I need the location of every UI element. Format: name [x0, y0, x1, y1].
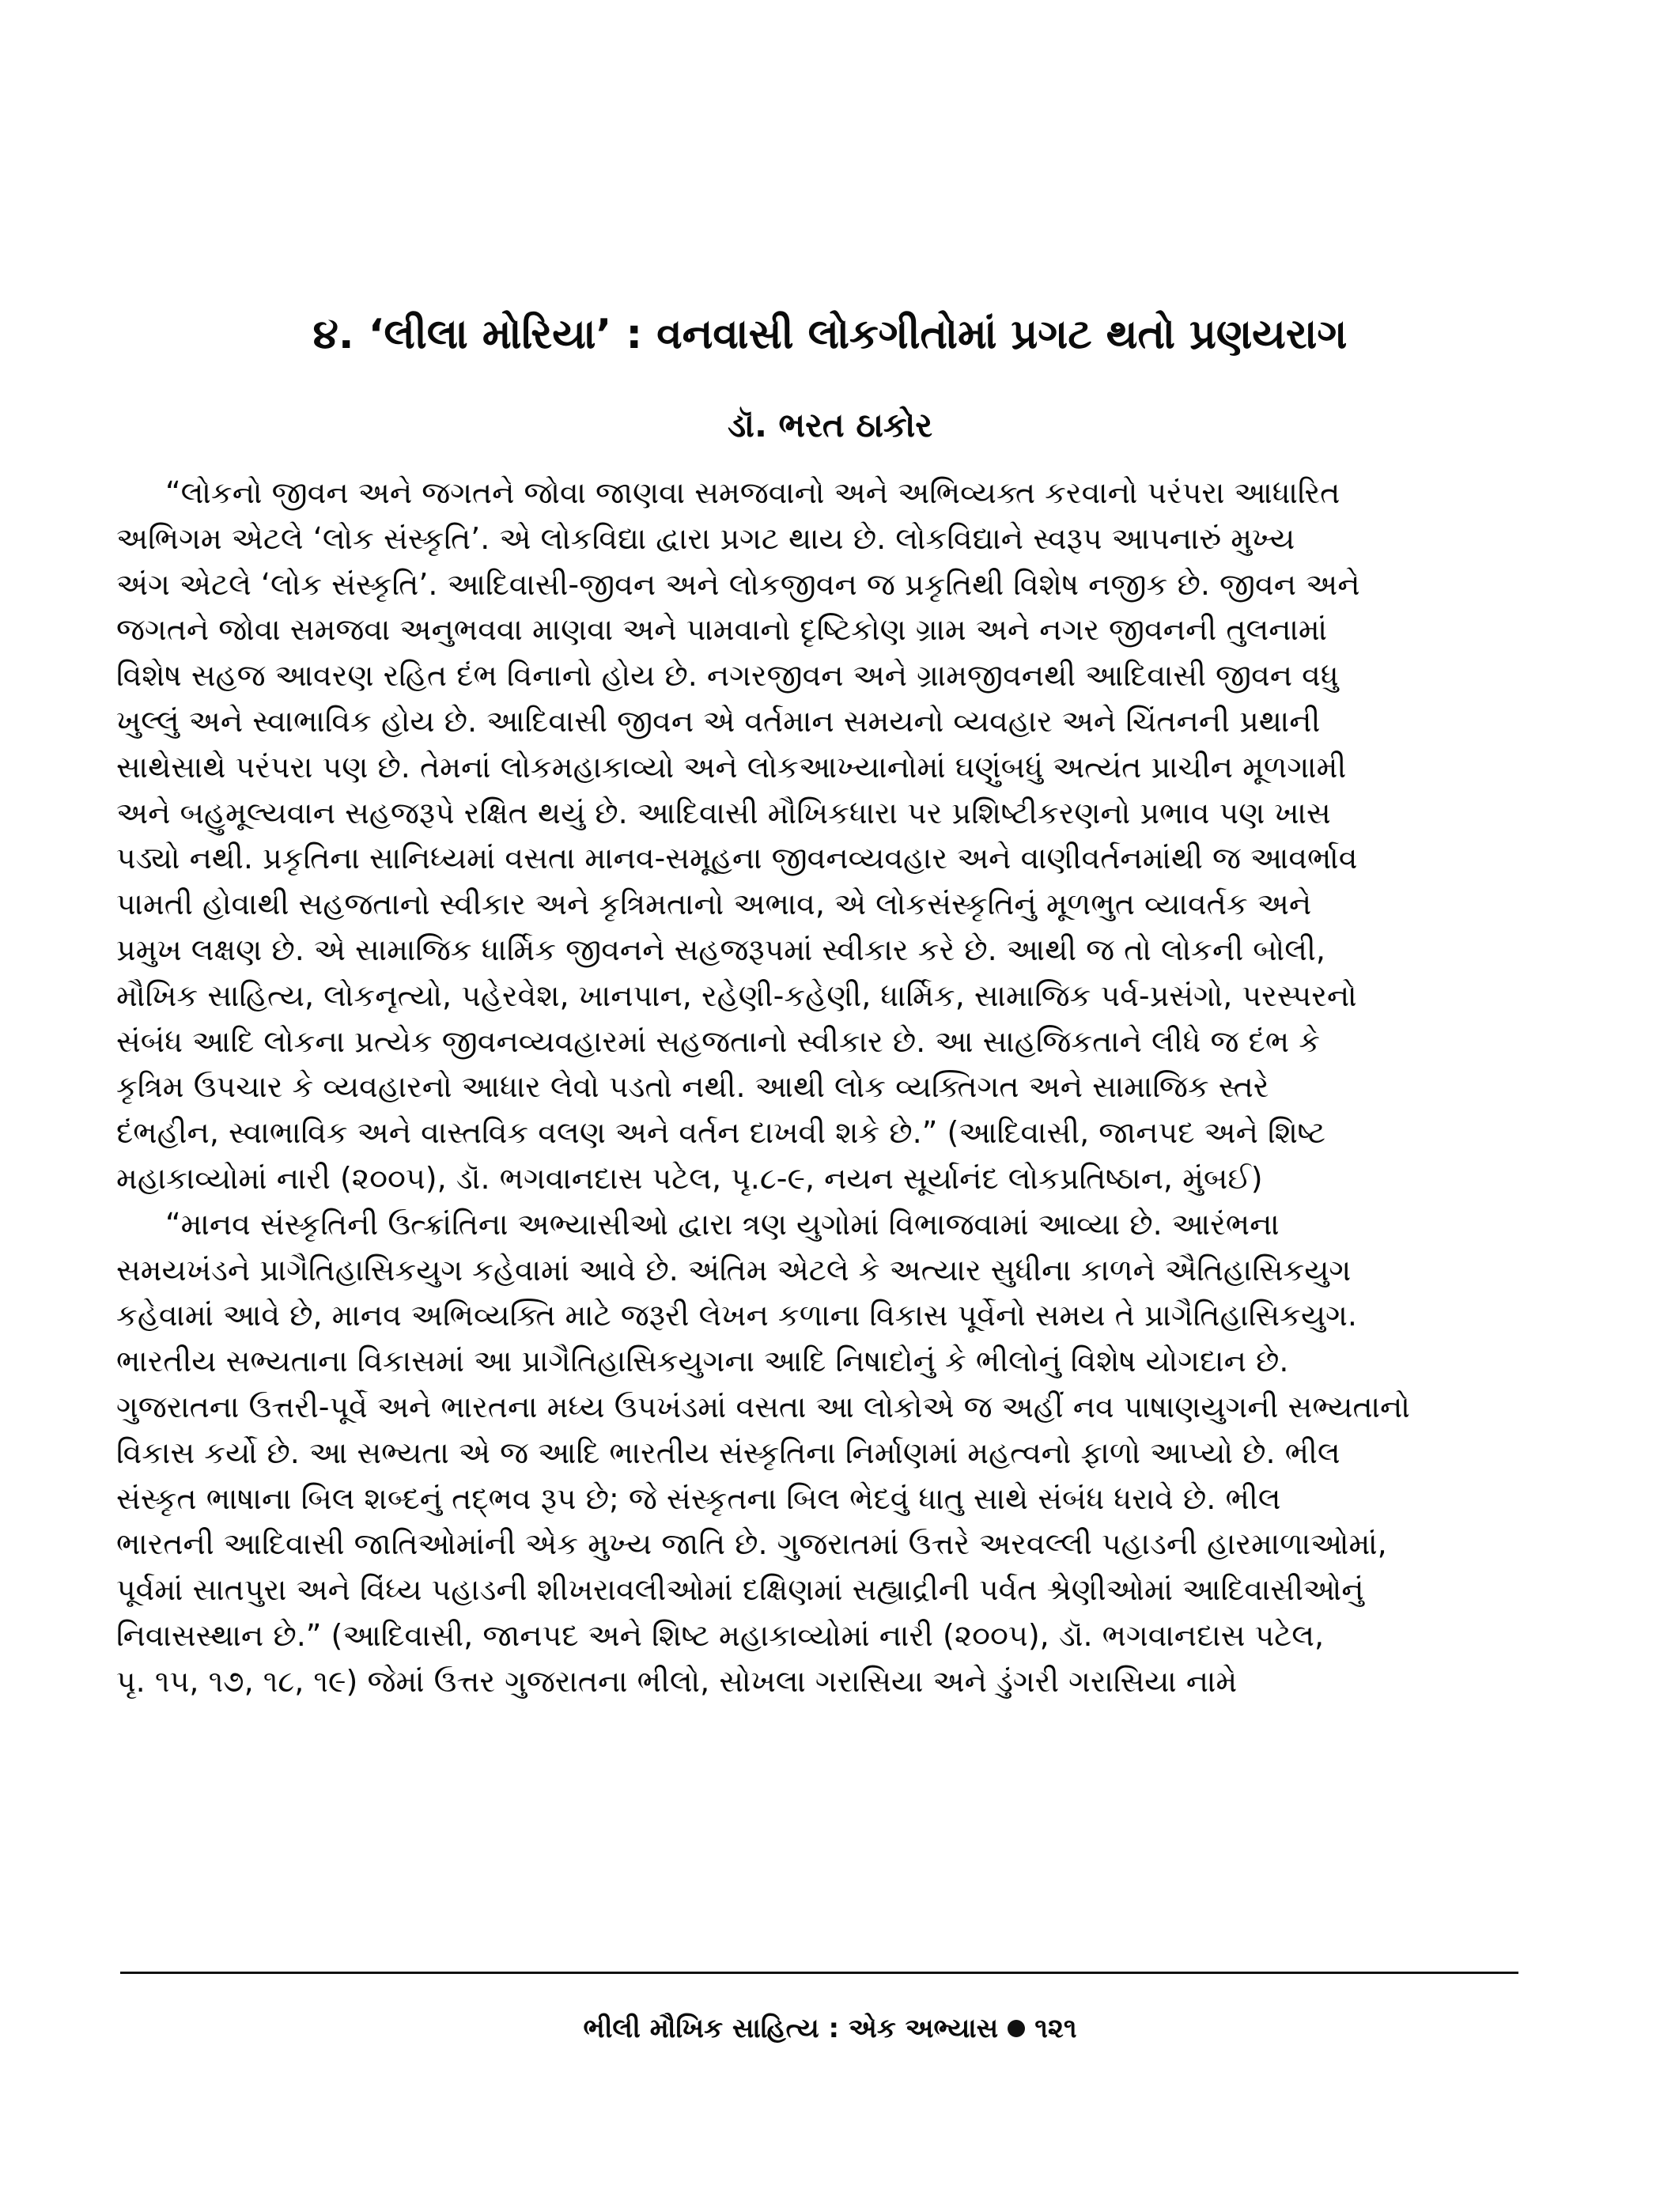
body-line: સાથેસાથે પરંપરા પણ છે. તેમનાં લોકમહાકાવ્યો અને લોકઆખ્યાનોમાં ઘણુંબધું અત્યંત પ્રાચીન મૂળગામી	[116, 749, 1347, 785]
body-line: અભિગમ એટલે ‘લોક સંસ્કૃતિ’. એ લોકવિદ્યા દ્વારા પ્રગટ થાય છે. લોકવિદ્યાને સ્વરૂપ આપનારું મુખ્ય	[116, 520, 1295, 556]
body-line: પૃ. ૧૫, ૧૭, ૧૮, ૧૯) જેમાં ઉત્તર ગુજરાતના ભીલો, સોખલા ગરાસિયા અને ડુંગરી ગરાસિયા નામે	[116, 1663, 1238, 1699]
body-line: પામતી હોવાથી સહજતાનો સ્વીકાર અને કૃત્રિમતાનો અભાવ, એ લોકસંસ્કૃતિનું મૂળભુત વ્યાવર્તક અને	[116, 887, 1312, 922]
article-body	[116, 471, 1514, 1705]
body-line: નિવાસસ્થાન છે.” (આદિવાસી, જાનપદ અને શિષ્ટ મહાકાવ્યોમાં નારી (૨૦૦૫), ડૉ. ભગવાનદાસ પટેલ,	[116, 1617, 1325, 1653]
body-line: વિશેષ સહજ આવરણ રહિત દંભ વિનાનો હોય છે. નગરજીવન અને ગ્રામજીવનથી આદિવાસી જીવન વધુ	[116, 658, 1339, 694]
page-number: ૧૨૧	[1034, 2013, 1077, 2044]
body-line: ખુલ્લું અને સ્વાભાવિક હોય છે. આદિવાસી જીવન એ વર્તમાન સમયનો વ્યવહાર અને ચિંતનની પ્રથાની	[116, 703, 1321, 739]
body-line: “માનવ સંસ્કૃતિની ઉત્ક્રાંતિના અભ્યાસીઓ દ્વારા ત્રણ યુગોમાં વિભાજવામાં આવ્યા છે. આરંભના	[165, 1206, 1280, 1242]
running-footer	[119, 2009, 1541, 2048]
body-line: કૃત્રિમ ઉપચાર કે વ્યવહારનો આધાર લેવો પડતો નથી. આથી લોક વ્યક્તિગત અને સામાજિક સ્તરે	[116, 1069, 1269, 1105]
body-line: સમયખંડને પ્રાગૈતિહાસિકયુગ કહેવામાં આવે છે. અંતિમ એટલે કે અત્યાર સુધીના કાળને ઐતિહાસિકયુગ	[116, 1252, 1352, 1287]
body-line: મહાકાવ્યોમાં નારી (૨૦૦૫), ડૉ. ભગવાનદાસ પટેલ, પૃ.૮-૯, નયન સૂર્યાનંદ લોકપ્રતિષ્ઠાન, મુંબઈ)	[116, 1160, 1263, 1196]
body-line: અને બહુમૂલ્યવાન સહજરૂપે રક્ષિત થયું છે. આદિવાસી મૌખિકધારા પર પ્રશિષ્ટીકરણનો પ્રભાવ પણ ખાસ	[116, 795, 1331, 830]
body-line: કહેવામાં આવે છે, માનવ અભિવ્યક્તિ માટે જરૂરી લેખન કળાના વિકાસ પૂર્વેનો સમય તે પ્રાગૈતિહાસિકયુગ.	[116, 1298, 1357, 1333]
body-line: જગતને જોવા સમજવા અનુભવવા માણવા અને પામવાનો દૃષ્ટિકોણ ગ્રામ અને નગર જીવનની તુલનામાં	[116, 612, 1328, 648]
body-line: દંભહીન, સ્વાભાવિક અને વાસ્તવિક વલણ અને વર્તન દાખવી શકે છે.” (આદિવાસી, જાનપદ અને શિષ્ટ	[116, 1115, 1325, 1151]
body-line: પ્રમુખ લક્ષણ છે. એ સામાજિક ધાર્મિક જીવનને સહજરૂપમાં સ્વીકાર કરે છે. આથી જ તો લોકની બોલી,	[116, 932, 1325, 967]
bullet-icon	[1008, 2020, 1025, 2037]
footer-book-title: ભીલી મૌખિક સાહિત્ય : એક અભ્યાસ	[583, 2013, 999, 2044]
body-line: સંસ્કૃત ભાષાના બિલ શબ્દનું તદ્ભવ રૂપ છે; જે સંસ્કૃતના બિલ ભેદવું ધાતુ સાથે સંબંધ ધરાવે છે. ભીલ	[116, 1480, 1281, 1516]
body-line: “લોકનો જીવન અને જગતને જોવા જાણવા સમજવાનો અને અભિવ્યક્ત કરવાનો પરંપરા આધારિત	[165, 475, 1340, 510]
body-line: પૂર્વમાં સાતપુરા અને વિંધ્ય પહાડની શીખરાવલીઓમાં દક્ષિણમાં સહ્યાદ્રીની પર્વત શ્રેણીઓમાં આદિવાસીઓનું	[116, 1572, 1364, 1608]
body-line: ભારતીય સભ્યતાના વિકાસમાં આ પ્રાગૈતિહાસિકયુગના આદિ નિષાદોનું કે ભીલોનું વિશેષ યોગદાન છે.	[116, 1344, 1289, 1379]
body-line: ભારતની આદિવાસી જાતિઓમાંની એક મુખ્ય જાતિ છે. ગુજરાતમાં ઉત્તરે અરવલ્લી પહાડની હારમાળાઓમાં,	[116, 1526, 1387, 1562]
body-line: સંબંધ આદિ લોકના પ્રત્યેક જીવનવ્યવહારમાં સહજતાનો સ્વીકાર છે. આ સાહજિકતાને લીધે જ દંભ કે	[116, 1023, 1321, 1059]
body-line: ગુજરાતના ઉત્તરી-પૂર્વે અને ભારતના મધ્ય ઉપખંડમાં વસતા આ લોકોએ જ અહીં નવ પાષાણયુગની સભ્યતાનો	[116, 1389, 1410, 1424]
footer-divider	[120, 1972, 1518, 1974]
article-title: ૪. ‘લીલા મોરિયા’ : વનવાસી લોકગીતોમાં પ્રગટ થતો પ્રણયરાગ	[312, 311, 1348, 358]
body-line: પડ્યો નથી. પ્રકૃતિના સાનિધ્યમાં વસતા માનવ-સમૂહના જીવનવ્યવહાર અને વાણીવર્તનમાંથી જ આવર્ભાવ	[116, 841, 1358, 876]
article-author: ડૉ. ભરત ઠાકોર	[728, 406, 932, 444]
body-line: વિકાસ કર્યો છે. આ સભ્યતા એ જ આદિ ભારતીય સંસ્કૃતિના નિર્માણમાં મહત્વનો ફાળો આપ્યો છે. ભીલ	[116, 1435, 1340, 1470]
body-line: અંગ એટલે ‘લોક સંસ્કૃતિ’. આદિવાસી-જીવન અને લોકજીવન જ પ્રકૃતિથી વિશેષ નજીક છે. જીવન અને	[116, 566, 1360, 602]
body-line: મૌખિક સાહિત્ય, લોકનૃત્યો, પહેરવેશ, ખાનપાન, રહેણી-કહેણી, ધાર્મિક, સામાજિક પર્વ-પ્રસંગો, પરસ્પરનો	[116, 977, 1357, 1013]
